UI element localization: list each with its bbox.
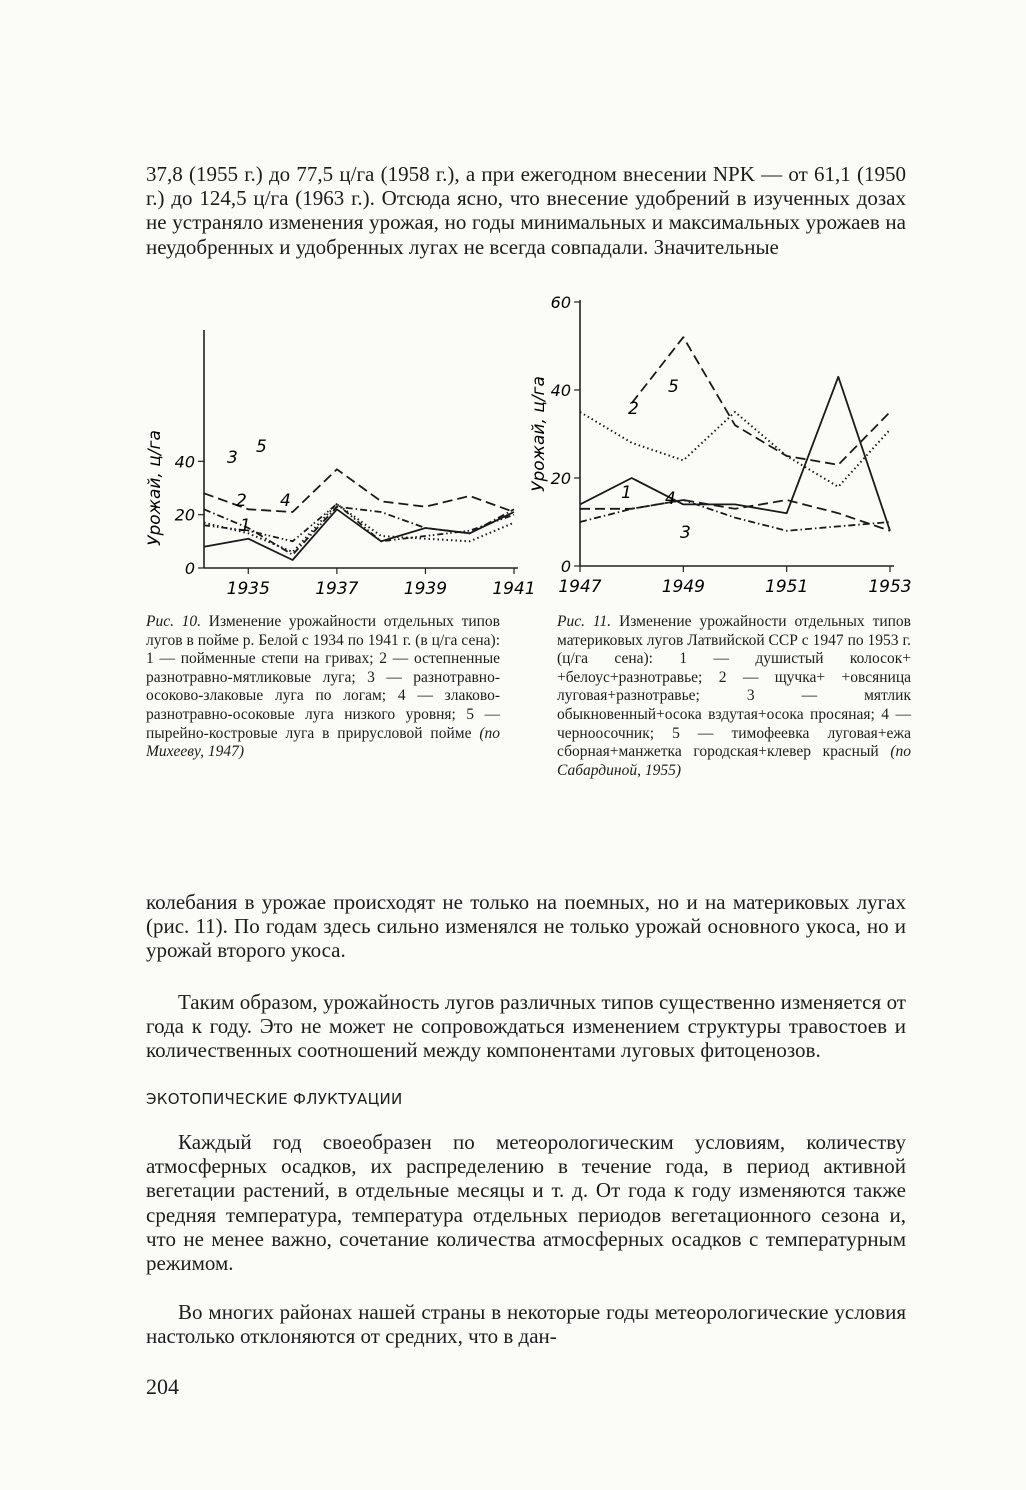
figure-10-label: Рис. 10. [146, 613, 202, 630]
fig10-series-5-line [204, 469, 514, 512]
figure-11-chart [530, 290, 910, 603]
page-number: 204 [146, 1374, 179, 1399]
figure-11-source: (по Сабардиной, 1955) [557, 743, 911, 779]
figure-10-caption [146, 613, 500, 762]
fig10-x-tick-label: 1939 [403, 579, 448, 599]
fig10-x-tick-label: 1941 [492, 579, 536, 599]
fig10-x-tick-label: 1937 [315, 579, 359, 599]
fig10-y-axis-label: Урожай, ц/га [145, 430, 165, 546]
fig11-y-tick-label: 0 [560, 557, 571, 576]
fig11-curve-label-3: 3 [680, 523, 691, 543]
paragraph-3: Таким образом, урожайность лугов различных типов существенно изменяется от года к году. Это не может не сопровождаться изменением структуры травостоев и количественных соотношений между компонентами луговых фитоценозов. [146, 990, 906, 1063]
figure-10-caption-text: Изменение урожайности отдельных типов лугов в пойме р. Белой с 1934 по 1941 г. (в ц/га сена): 1 — пойменные степи на гривах; 2 — остепненные разнотравно-мятликовые луга; 3 — разнотравно-осоково-злаковые луга по логам; 4 — злаково-разнотравно-осоковые луга низкого уровня; 5 — пырейно-костровые луга в прирусловой пойме [146, 613, 500, 742]
fig11-curve-label-5: 5 [668, 377, 679, 397]
paragraph-2: колебания в урожае происходят не только на поемных, но и на материковых лугах (рис. 11). По годам здесь сильно изменялся не только урожай основного укоса, но и урожай второго укоса. [146, 890, 906, 963]
fig11-series-1-line [580, 377, 890, 531]
fig10-y-tick-label: 40 [174, 452, 195, 472]
fig10-y-tick-label: 0 [184, 559, 195, 578]
fig11-y-tick-label: 20 [550, 469, 571, 488]
fig11-y-tick-label: 40 [550, 381, 571, 400]
fig11-series-2-line [580, 412, 890, 487]
fig11-curve-label-4: 4 [665, 489, 676, 509]
fig10-curve-label-5: 5 [256, 437, 267, 457]
figure-11-caption-text: Изменение урожайности отдельных типов материковых лугов Латвийской ССР с 1947 по 1953 г. (ц/га сена): 1 — душистый колосок+ +белоус+разнотравье; 2 — щучка+ +овсяница луговая+разнотравье; 3 — мятлик обыкновенный+осока вздутая+осока просяная; 4 — черноосочник; 5 — тимофеевка луговая+ежа сборная+манжетка городская+клевер красный [557, 613, 912, 761]
fig10-curve-label-3: 3 [227, 448, 238, 468]
paragraph-top: 37,8 (1955 г.) до 77,5 ц/га (1958 г.), а при ежегодном внесении NPK — от 61,1 (1950 г.) до 124,5 ц/га (1963 г.). Отсюда ясно, что внесение удобрений в изученных дозах не устраняло изменения урожая, но годы минимальных и максимальных урожаев на неудобренных и удобренных лугах не всегда совпадали. Значительные [146, 162, 906, 259]
section-heading: ЭКОТОПИЧЕСКИЕ ФЛУКТУАЦИИ [146, 1090, 403, 1108]
paragraph-4: Каждый год своеобразен по метеорологическим условиям, количеству атмосферных осадков, их распределению в течение года, в период активной вегетации растений, в отдельные месяцы и т. д. От года к году изменяются также средняя температура, температура отдельных периодов вегетационного сезона и, что не менее важно, сочетание количества атмосферных осадков с температурным режимом. [146, 1130, 906, 1276]
fig11-x-tick-label: 1953 [868, 577, 912, 597]
fig10-x-tick-label: 1935 [226, 579, 270, 599]
fig10-curve-label-4: 4 [280, 491, 291, 511]
figure-11-caption [557, 613, 911, 780]
fig11-x-tick-label: 1947 [558, 577, 602, 597]
fig11-x-tick-label: 1951 [765, 577, 809, 597]
fig10-y-tick-label: 20 [174, 505, 195, 525]
figure-10-source: (по Михееву, 1947) [146, 724, 500, 761]
fig11-y-axis-label: Урожай, ц/га [529, 376, 549, 492]
paragraph-5: Во многих районах нашей страны в некоторые годы метеорологические условия настолько отклоняются от средних, что в дан- [146, 1300, 906, 1349]
fig10-curve-label-1: 1 [240, 516, 251, 536]
fig10-curve-label-2: 2 [236, 491, 247, 511]
fig11-curve-label-2: 2 [628, 399, 639, 419]
fig11-series-5-line [632, 337, 890, 465]
figure-11-label: Рис. 11. [557, 613, 612, 630]
fig11-curve-label-1: 1 [621, 483, 632, 503]
fig11-y-tick-label: 60 [550, 293, 571, 312]
fig11-x-tick-label: 1949 [661, 577, 705, 597]
figure-10-chart [140, 318, 536, 603]
